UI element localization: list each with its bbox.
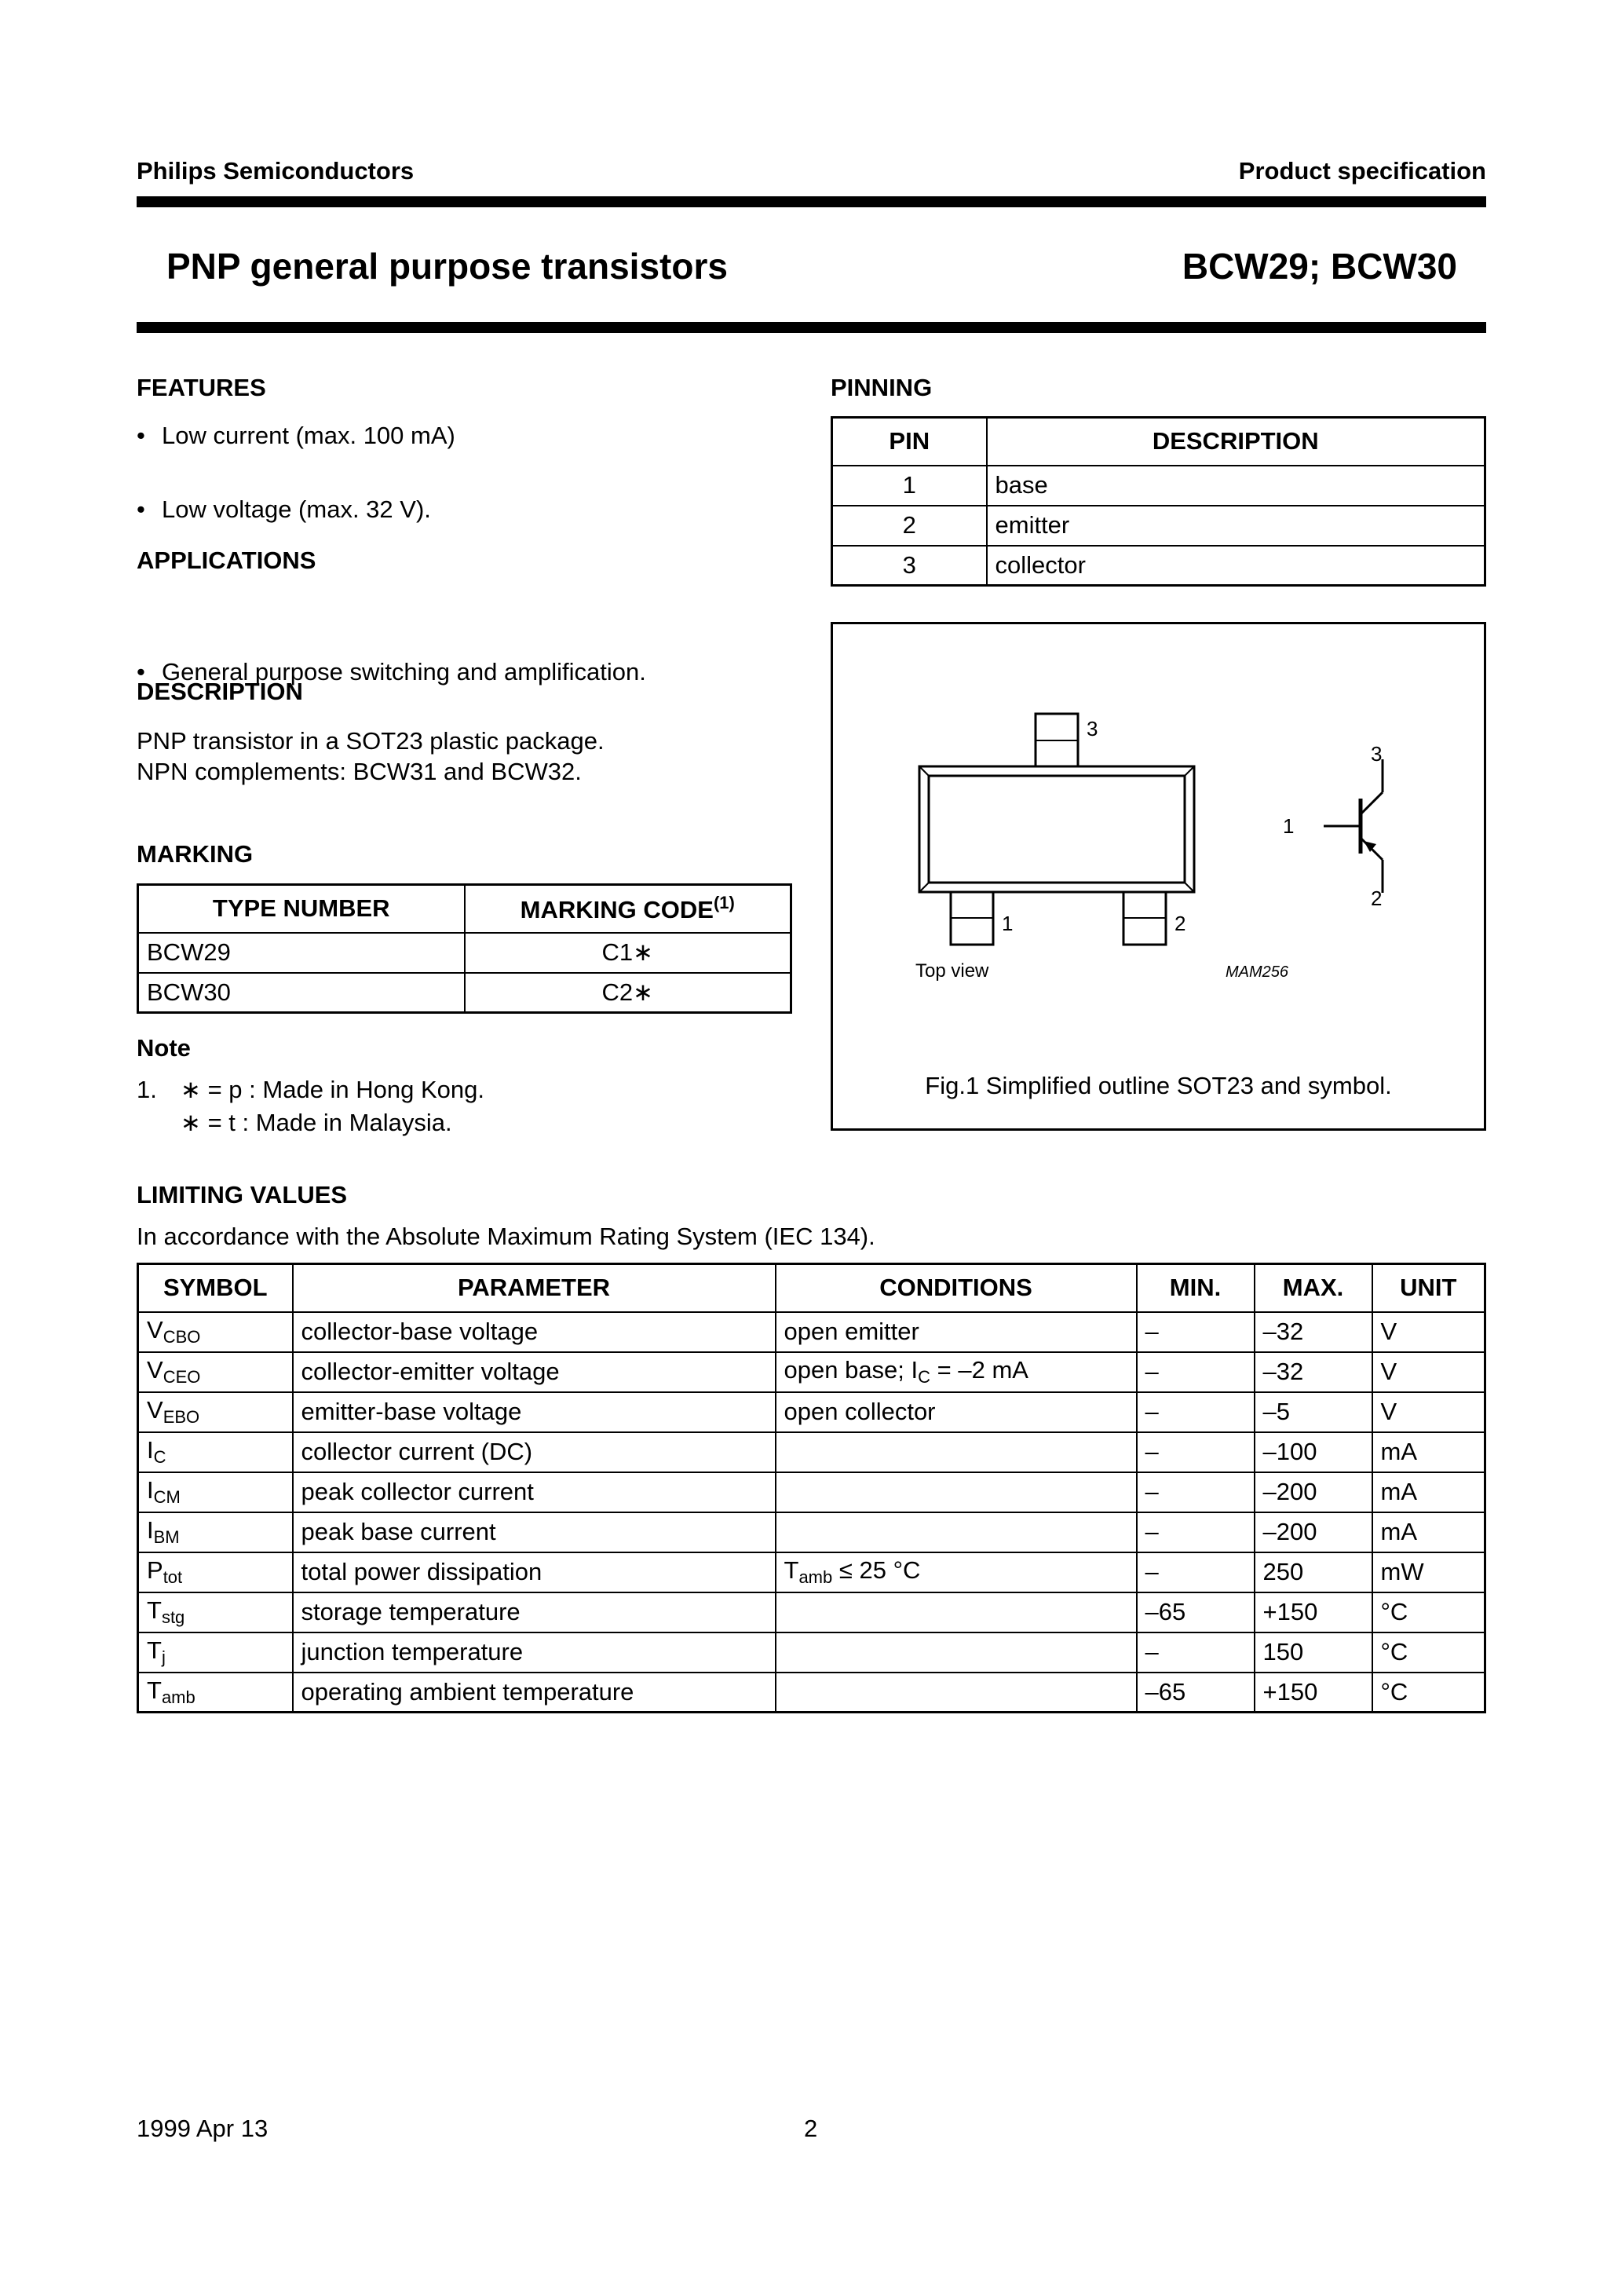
unit-cell: mW <box>1372 1552 1485 1592</box>
note-heading: Note <box>137 1034 191 1062</box>
table-row <box>138 1432 1485 1472</box>
min-cell: – <box>1137 1352 1255 1392</box>
table-row <box>138 1632 1485 1673</box>
desc-cell: collector <box>987 546 1485 586</box>
col-description: DESCRIPTION <box>987 418 1485 466</box>
conditions-cell: open collector <box>776 1392 1137 1432</box>
limiting-intro: In accordance with the Absolute Maximum Rating System (IEC 134). <box>137 1223 875 1250</box>
table-row <box>138 933 791 973</box>
pin-cell: 3 <box>832 546 987 586</box>
pin2-label: 2 <box>1174 912 1186 935</box>
table-row <box>138 1552 1485 1592</box>
code-cell: C1∗ <box>465 933 791 973</box>
symbol-pin2-label: 2 <box>1371 887 1383 910</box>
parameter-cell: peak base current <box>293 1512 776 1552</box>
figure-code: MAM256 <box>1226 963 1289 981</box>
type-cell: BCW30 <box>138 973 465 1013</box>
unit-cell: mA <box>1372 1512 1485 1552</box>
header-doc-type: Product specification <box>1238 157 1486 185</box>
applications-heading: APPLICATIONS <box>137 547 316 574</box>
code-cell: C2∗ <box>465 973 791 1013</box>
table-row <box>138 1592 1485 1632</box>
pinning-table <box>831 416 1486 587</box>
col-parameter: PARAMETER <box>293 1264 776 1312</box>
marking-table <box>137 883 792 1014</box>
header-company: Philips Semiconductors <box>137 157 415 185</box>
description-heading: DESCRIPTION <box>137 678 303 705</box>
pin-cell: 2 <box>832 506 987 546</box>
parameter-cell: operating ambient temperature <box>293 1673 776 1713</box>
symbol-pin3-label: 3 <box>1371 742 1383 766</box>
max-cell: –5 <box>1255 1392 1372 1432</box>
note-ref: (1) <box>713 893 735 913</box>
max-cell: 150 <box>1255 1632 1372 1673</box>
conditions-cell: open emitter <box>776 1312 1137 1352</box>
unit-cell: mA <box>1372 1432 1485 1472</box>
parameter-cell: collector current (DC) <box>293 1432 776 1472</box>
col-max: MAX. <box>1255 1264 1372 1312</box>
symbol-cell: $I_C$ <box>138 1432 293 1472</box>
min-cell: –65 <box>1137 1592 1255 1632</box>
desc-cell: emitter <box>987 506 1485 546</box>
limiting-values-table <box>137 1263 1486 1713</box>
parameter-cell: collector-emitter voltage <box>293 1352 776 1392</box>
unit-cell: °C <box>1372 1592 1485 1632</box>
symbol-cell: $V_{EBO}$ <box>138 1392 293 1432</box>
feature-item: • Low current (max. 100 mA) <box>137 420 1622 452</box>
table-row <box>138 1352 1485 1392</box>
header-rule <box>137 196 1486 207</box>
table-row <box>138 973 791 1013</box>
note-line: ∗ = t : Made in Malaysia. <box>181 1109 452 1136</box>
pin3-label: 3 <box>1087 717 1098 740</box>
features-heading: FEATURES <box>137 374 266 401</box>
parameter-cell: total power dissipation <box>293 1552 776 1592</box>
table-row <box>832 466 1485 506</box>
col-unit: UNIT <box>1372 1264 1485 1312</box>
parameter-cell: peak collector current <box>293 1472 776 1512</box>
min-cell: – <box>1137 1632 1255 1673</box>
col-symbol: SYMBOL <box>138 1264 293 1312</box>
parameter-cell: storage temperature <box>293 1592 776 1632</box>
symbol-cell: $T_j$ <box>138 1632 293 1673</box>
figure-caption: Fig.1 Simplified outline SOT23 and symbol. <box>925 1072 1392 1099</box>
unit-cell: V <box>1372 1352 1485 1392</box>
max-cell: –32 <box>1255 1312 1372 1352</box>
conditions-cell <box>776 1673 1137 1713</box>
col-conditions: CONDITIONS <box>776 1264 1137 1312</box>
table-row <box>138 1673 1485 1713</box>
col-min: MIN. <box>1137 1264 1255 1312</box>
min-cell: – <box>1137 1432 1255 1472</box>
conditions-cell: open base; $I_C = -2$ mA <box>776 1352 1137 1392</box>
table-row <box>138 1392 1485 1432</box>
symbol-cell: $T_{stg}$ <box>138 1592 293 1632</box>
min-cell: – <box>1137 1552 1255 1592</box>
unit-cell: mA <box>1372 1472 1485 1512</box>
conditions-cell <box>776 1512 1137 1552</box>
max-cell: –200 <box>1255 1512 1372 1552</box>
unit-cell: °C <box>1372 1632 1485 1673</box>
unit-cell: V <box>1372 1392 1485 1432</box>
description-line: PNP transistor in a SOT23 plastic package. <box>137 727 605 755</box>
pnp-transistor-symbol-icon <box>833 624 1484 1064</box>
table-row <box>138 1472 1485 1512</box>
table-header-row <box>138 1264 1485 1312</box>
max-cell: –100 <box>1255 1432 1372 1472</box>
min-cell: –65 <box>1137 1673 1255 1713</box>
type-cell: BCW29 <box>138 933 465 973</box>
footer-date: 1999 Apr 13 <box>137 2115 269 2142</box>
note-number: 1. <box>137 1076 157 1103</box>
conditions-cell: $T_{amb} \le 25$ °C <box>776 1552 1137 1592</box>
pin1-label: 1 <box>1002 912 1014 935</box>
table-header-row <box>138 885 791 933</box>
marking-heading: MARKING <box>137 840 254 868</box>
symbol-cell: $V_{CBO}$ <box>138 1312 293 1352</box>
min-cell: – <box>1137 1472 1255 1512</box>
pinning-heading: PINNING <box>831 374 933 401</box>
parameter-cell: junction temperature <box>293 1632 776 1673</box>
max-cell: –200 <box>1255 1472 1372 1512</box>
max-cell: –32 <box>1255 1352 1372 1392</box>
table-row <box>138 1512 1485 1552</box>
figure-box <box>831 622 1486 1131</box>
col-pin: PIN <box>832 418 987 466</box>
conditions-cell <box>776 1632 1137 1673</box>
conditions-cell <box>776 1432 1137 1472</box>
col-marking-code: MARKING CODE$^{(1)}$ <box>465 885 791 933</box>
table-row <box>832 546 1485 586</box>
table-row <box>832 506 1485 546</box>
parameter-cell: emitter-base voltage <box>293 1392 776 1432</box>
conditions-cell <box>776 1472 1137 1512</box>
part-number: BCW29; BCW30 <box>1182 246 1457 287</box>
parameter-cell: collector-base voltage <box>293 1312 776 1352</box>
page-number: 2 <box>804 2115 818 2142</box>
symbol-cell: $I_{BM}$ <box>138 1512 293 1552</box>
symbol-cell: $P_{tot}$ <box>138 1552 293 1592</box>
conditions-cell <box>776 1592 1137 1632</box>
feature-item: • Low voltage (max. 32 V). <box>137 494 1622 525</box>
min-cell: – <box>1137 1392 1255 1432</box>
max-cell: 250 <box>1255 1552 1372 1592</box>
table-row <box>138 1312 1485 1352</box>
max-cell: +150 <box>1255 1592 1372 1632</box>
note-line: ∗ = p : Made in Hong Kong. <box>181 1076 485 1103</box>
title-rule <box>137 322 1486 333</box>
application-item: • General purpose switching and amplification. <box>137 656 1622 688</box>
max-cell: +150 <box>1255 1673 1372 1713</box>
description-line: NPN complements: BCW31 and BCW32. <box>137 758 582 785</box>
symbol-pin1-label: 1 <box>1283 814 1295 838</box>
symbol-cell: $T_{amb}$ <box>138 1673 293 1713</box>
min-cell: – <box>1137 1312 1255 1352</box>
pin-cell: 1 <box>832 466 987 506</box>
unit-cell: °C <box>1372 1673 1485 1713</box>
symbol-cell: $V_{CEO}$ <box>138 1352 293 1392</box>
min-cell: – <box>1137 1512 1255 1552</box>
desc-cell: base <box>987 466 1485 506</box>
top-view-label: Top view <box>915 960 989 982</box>
limiting-heading: LIMITING VALUES <box>137 1181 348 1208</box>
unit-cell: V <box>1372 1312 1485 1352</box>
col-type-number: TYPE NUMBER <box>138 885 465 933</box>
table-header-row <box>832 418 1485 466</box>
symbol-cell: $I_{CM}$ <box>138 1472 293 1512</box>
page-title: PNP general purpose transistors <box>166 246 728 287</box>
